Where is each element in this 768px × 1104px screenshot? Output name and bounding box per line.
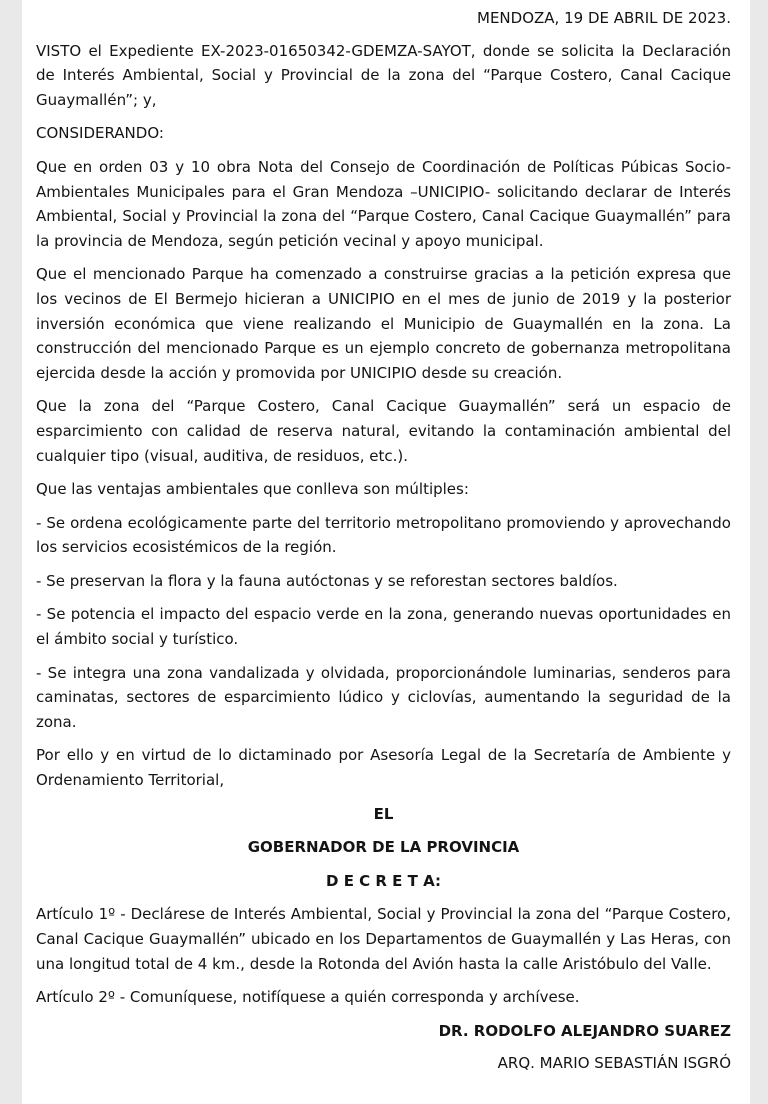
heading-el: EL <box>373 804 394 823</box>
list-item-preservan: - Se preservan la flora y la fauna autóctonas y se reforestan sectores baldíos. <box>36 571 618 590</box>
article-2: Artículo 2º - Comuníquese, notifíquese a quién corresponda y archívese. <box>36 988 580 1007</box>
paragraph-visto: VISTO el Expediente EX-2023-01650342-GDEMZA-SAYOT, donde se solicita la Declaración de Interés Ambiental, Social y Provincial de la zona del “Parque Costero, Canal Cacique Guaymallén”; y, <box>36 41 731 109</box>
paragraph-parque-construccion: Que el mencionado Parque ha comenzado a construirse gracias a la petición expresa que los vecinos de El Bermejo hicieran a UNICIPIO en el mes de junio de 2019 y la posterior inversión económica que viene realizando el Municipio de Guaymallén en la zona. La construcción del mencionado Parque es un ejemplo concreto de gobernanza metropolitana ejercida desde la acción y promovida por UNICIPIO desde su creación. <box>36 265 731 382</box>
heading-decreta: D E C R E T A: <box>326 871 441 890</box>
signature-minister: ARQ. MARIO SEBASTIÁN ISGRÓ <box>497 1054 731 1073</box>
paragraph-zona-esparcimiento: Que la zona del “Parque Costero, Canal Cacique Guaymallén” será un espacio de esparcimiento con calidad de reserva natural, evitando la contaminación ambiental del cualquier tipo (visual, auditiva, de residuos, etc.). <box>36 397 731 465</box>
paragraph-ventajas: Que las ventajas ambientales que conlleva son múltiples: <box>36 480 469 499</box>
paragraph-por-ello: Por ello y en virtud de lo dictaminado por Asesoría Legal de la Secretaría de Ambiente y Ordenamiento Territorial, <box>36 746 731 790</box>
document-date: MENDOZA, 19 DE ABRIL DE 2023. <box>477 9 731 27</box>
article-1: Artículo 1º - Declárese de Interés Ambiental, Social y Provincial la zona del “Parque Costero, Canal Cacique Guaymallén” ubicado en los Departamentos de Guaymallén y Las Heras, con una longitud total de 4 km., desde la Rotonda del Avión hasta la calle Aristóbulo del Valle. <box>36 905 731 973</box>
paragraph-orden: Que en orden 03 y 10 obra Nota del Consejo de Coordinación de Políticas Púbicas Socio-Ambientales Municipales para el Gran Mendoza –UNICIPIO- solicitando declarar de Interés Ambiental, Social y Provincial la zona del “Parque Costero, Canal Cacique Guaymallén” para la provincia de Mendoza, según petición vecinal y apoyo municipal. <box>36 157 731 250</box>
list-item-ordena: - Se ordena ecológicamente parte del territorio metropolitano promoviendo y aprovechando los servicios ecosistémicos de la región. <box>36 513 731 557</box>
heading-governor: GOBERNADOR DE LA PROVINCIA <box>247 838 520 857</box>
paragraph-considerando: CONSIDERANDO: <box>36 124 164 143</box>
list-item-potencia: - Se potencia el impacto del espacio verde en la zona, generando nuevas oportunidades en el ámbito social y turístico. <box>36 605 731 649</box>
signature-governor: DR. RODOLFO ALEJANDRO SUAREZ <box>438 1021 731 1040</box>
list-item-integra: - Se integra una zona vandalizada y olvidada, proporcionándole luminarias, senderos para caminatas, sectores de esparcimiento lúdico y ciclovías, aumentando la seguridad de la zona. <box>36 663 731 731</box>
document-page <box>22 0 750 1104</box>
